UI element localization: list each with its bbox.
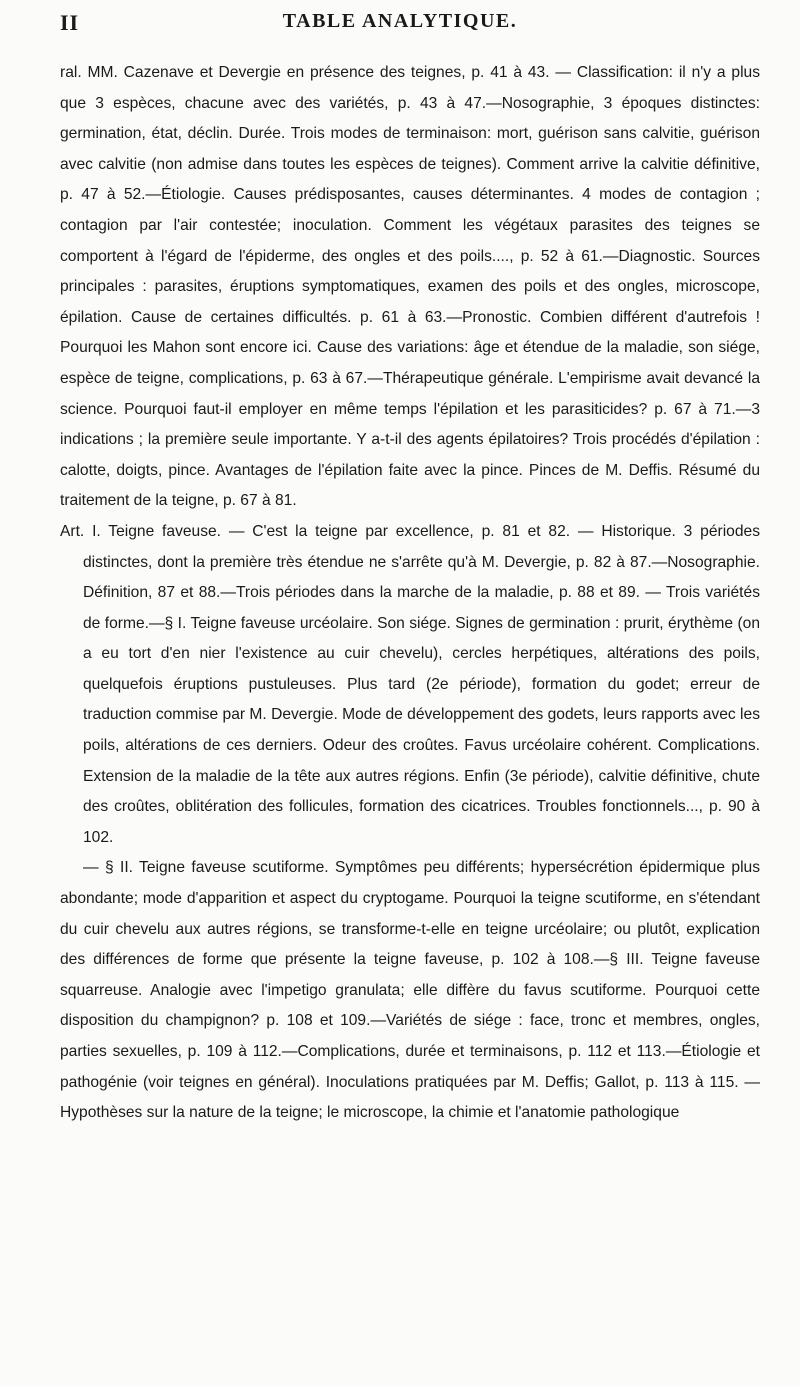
page-header <box>60 10 740 40</box>
paragraph-general: ral. MM. Cazenave et Devergie en présence des teignes, p. 41 à 43. — Classification: il n'y a plus que 3 espèces, chacune avec des variétés, p. 43 à 47.—Nosographie, 3 époques distinctes: germination, état, déclin. Durée. Trois modes de terminaison: mort, guérison sans calvitie, guérison avec calvitie (non admise dans toutes les espèces de teignes). Comment arrive la calvitie définitive, p. 47 à 52.—Étiologie. Causes prédisposantes, causes déterminantes. 4 modes de contagion ; contagion par l'air contestée; inoculation. Comment les végétaux parasites des teignes se comportent à l'égard de l'épiderme, des ongles et des poils...., p. 52 à 61.—Diagnostic. Sources principales : parasites, éruptions symptomatiques, examen des poils et des ongles, microscope, épilation. Cause de certaines difficultés. p. 61 à 63.—Pronostic. Combien différent d'autrefois ! Pourquoi les Mahon sont encore ici. Cause des variations: âge et étendue de la maladie, son siége, espèce de teigne, complications, p. 63 à 67.—Thérapeutique générale. L'empirisme avait devancé la science. Pourquoi faut-il employer en même temps l'épilation et les parasiticides? p. 67 à 71.—3 indications ; la première seule importante. Y a-t-il des agents épilatoires? Trois procédés d'épilation : calotte, doigts, pince. Avantages de l'épilation faite avec la pince. Pinces de M. Deffis. Résumé du traitement de la teigne, p. 67 à 81. <box>60 64 760 510</box>
page-number: II <box>60 10 80 35</box>
text-body <box>60 58 760 1129</box>
paragraph-section-2: — § II. Teigne faveuse scutiforme. Symptômes peu différents; hypersécrétion épidermique plus abondante; mode d'apparition et aspect du cryptogame. Pourquoi la teigne scutiforme, en s'étendant du cuir chevelu aux autres régions, se transforme-t-elle en teigne urcéolaire; ou plutôt, explication des différences de forme que présente la teigne faveuse, p. 102 à 108.—§ III. Teigne faveuse squarreuse. Analogie avec l'impetigo granulata; elle diffère du favus scutiforme. Pourquoi cette disposition du champignon? p. 108 et 109.—Variétés de siége : face, tronc et membres, ongles, parties sexuelles, p. 109 à 112.—Complications, durée et terminaisons, p. 112 et 113.—Étiologie et pathogénie (voir teignes en général). Inoculations pratiquées par M. Deffis; Gallot, p. 113 à 115. — Hypothèses sur la nature de la teigne; le microscope, la chimie et l'anatomie pathologique <box>60 859 760 1122</box>
paragraph-article-1: Art. I. Teigne faveuse. — C'est la teigne par excellence, p. 81 et 82. — Historique. 3 périodes distinctes, dont la première très étendue ne s'arrête qu'à M. Devergie, p. 82 à 87.—Nosographie. Définition, 87 et 88.—Trois périodes dans la marche de la maladie, p. 88 et 89. — Trois variétés de forme.—§ I. Teigne faveuse urcéolaire. Son siége. Signes de germination : prurit, érythème (on a eu tort d'en nier l'existence au cuir chevelu), cercles herpétiques, altérations des poils, quelquefois éruptions pustuleuses. Plus tard (2e période), formation du godet; erreur de traduction commise par M. Devergie. Mode de développement des godets, leurs rapports avec les poils, altérations de ces derniers. Odeur des croûtes. Favus urcéolaire cohérent. Complications. Extension de la maladie de la tête aux autres régions. Enfin (3e période), calvitie définitive, chute des croûtes, oblitération des follicules, formation des cicatrices. Troubles fonctionnels..., p. 90 à 102. <box>60 522 760 846</box>
running-title: TABLE ANALYTIQUE. <box>282 10 518 32</box>
